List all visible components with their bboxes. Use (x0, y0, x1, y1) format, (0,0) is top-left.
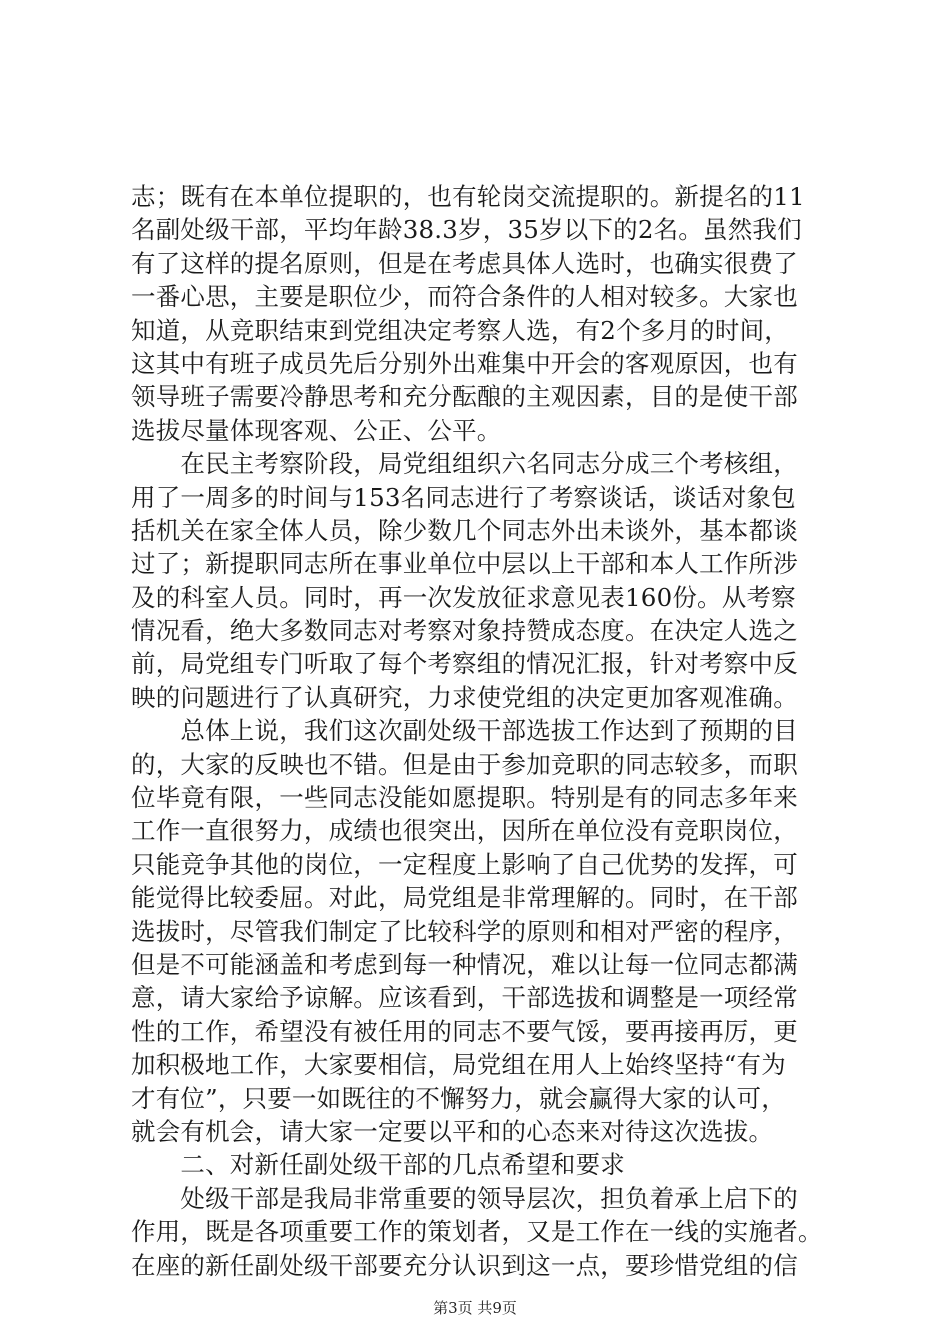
text-line: 在座的新任副处级干部要充分认识到这一点，要珍惜党组的信 (131, 1250, 798, 1280)
text-line: 总体上说，我们这次副处级干部选拔工作达到了预期的目 (131, 716, 798, 746)
text-line: 映的问题进行了认真研究，力求使党组的决定更加客观准确。 (131, 682, 798, 712)
text-line: 加积极地工作，大家要相信，局党组在用人上始终坚持“有为 (131, 1050, 786, 1080)
text-line: 及的科室人员。同时，再一次发放征求意见表160份。从考察 (131, 582, 796, 612)
text-line: 意，请大家给予谅解。应该看到，干部选拔和调整是一项经常 (131, 983, 798, 1013)
text-line: 选拔时，尽管我们制定了比较科学的原则和相对严密的程序， (131, 916, 798, 946)
text-line: 位毕竟有限，一些同志没能如愿提职。特别是有的同志多年来 (131, 783, 798, 813)
text-line: 一番心思，主要是职位少，而符合条件的人相对较多。大家也 (131, 282, 798, 312)
text-line: 过了；新提职同志所在事业单位中层以上干部和本人工作所涉 (131, 549, 798, 579)
text-line: 志；既有在本单位提职的，也有轮岗交流提职的。新提名的11 (131, 182, 805, 211)
page-number-footer: 第3页 共9页 (433, 1299, 517, 1317)
text-line: 但是不可能涵盖和考虑到每一种情况，难以让每一位同志都满 (131, 949, 798, 979)
text-line: 在民主考察阶段，局党组组织六名同志分成三个考核组， (131, 449, 798, 479)
text-line: 性的工作，希望没有被任用的同志不要气馁，要再接再厉，更 (131, 1016, 798, 1046)
body-text (131, 180, 837, 1282)
text-line: 作用，既是各项重要工作的策划者，又是工作在一线的实施者。 (131, 1217, 823, 1247)
text-line: 领导班子需要冷静思考和充分酝酿的主观因素，目的是使干部 (131, 382, 798, 412)
text-line: 处级干部是我局非常重要的领导层次，担负着承上启下的 (131, 1183, 798, 1213)
text-line: 名副处级干部，平均年龄38.3岁，35岁以下的2名。虽然我们 (131, 215, 802, 245)
text-line: 只能竞争其他的岗位，一定程度上影响了自己优势的发挥，可 (131, 849, 798, 879)
text-line: 选拔尽量体现客观、公正、公平。 (131, 415, 502, 445)
text-line: 的，大家的反映也不错。但是由于参加竞职的同志较多，而职 (131, 749, 798, 779)
text-line: 知道，从竞职结束到党组决定考察人选，有2个多月的时间， (131, 315, 789, 345)
text-line: 工作一直很努力，成绩也很突出，因所在单位没有竞职岗位， (131, 816, 798, 846)
text-line: 就会有机会，请大家一定要以平和的心态来对待这次选拔。 (131, 1116, 774, 1146)
text-line: 用了一周多的时间与153名同志进行了考察谈话，谈话对象包 (131, 482, 796, 512)
text-line: 能觉得比较委屈。对此，局党组是非常理解的。同时，在干部 (131, 883, 798, 913)
text-line: 情况看，绝大多数同志对考察对象持赞成态度。在决定人选之 (131, 616, 798, 646)
text-line: 有了这样的提名原则，但是在考虑具体人选时，也确实很费了 (131, 248, 798, 278)
section-heading: 二、对新任副处级干部的几点希望和要求 (131, 1150, 625, 1180)
text-line: 才有位”，只要一如既往的不懈努力，就会赢得大家的认可， (131, 1083, 786, 1113)
text-line: 括机关在家全体人员，除少数几个同志外出未谈外，基本都谈 (131, 515, 798, 545)
text-line: 前，局党组专门听取了每个考察组的情况汇报，针对考察中反 (131, 649, 798, 679)
text-line: 这其中有班子成员先后分别外出难集中开会的客观原因，也有 (131, 348, 798, 378)
